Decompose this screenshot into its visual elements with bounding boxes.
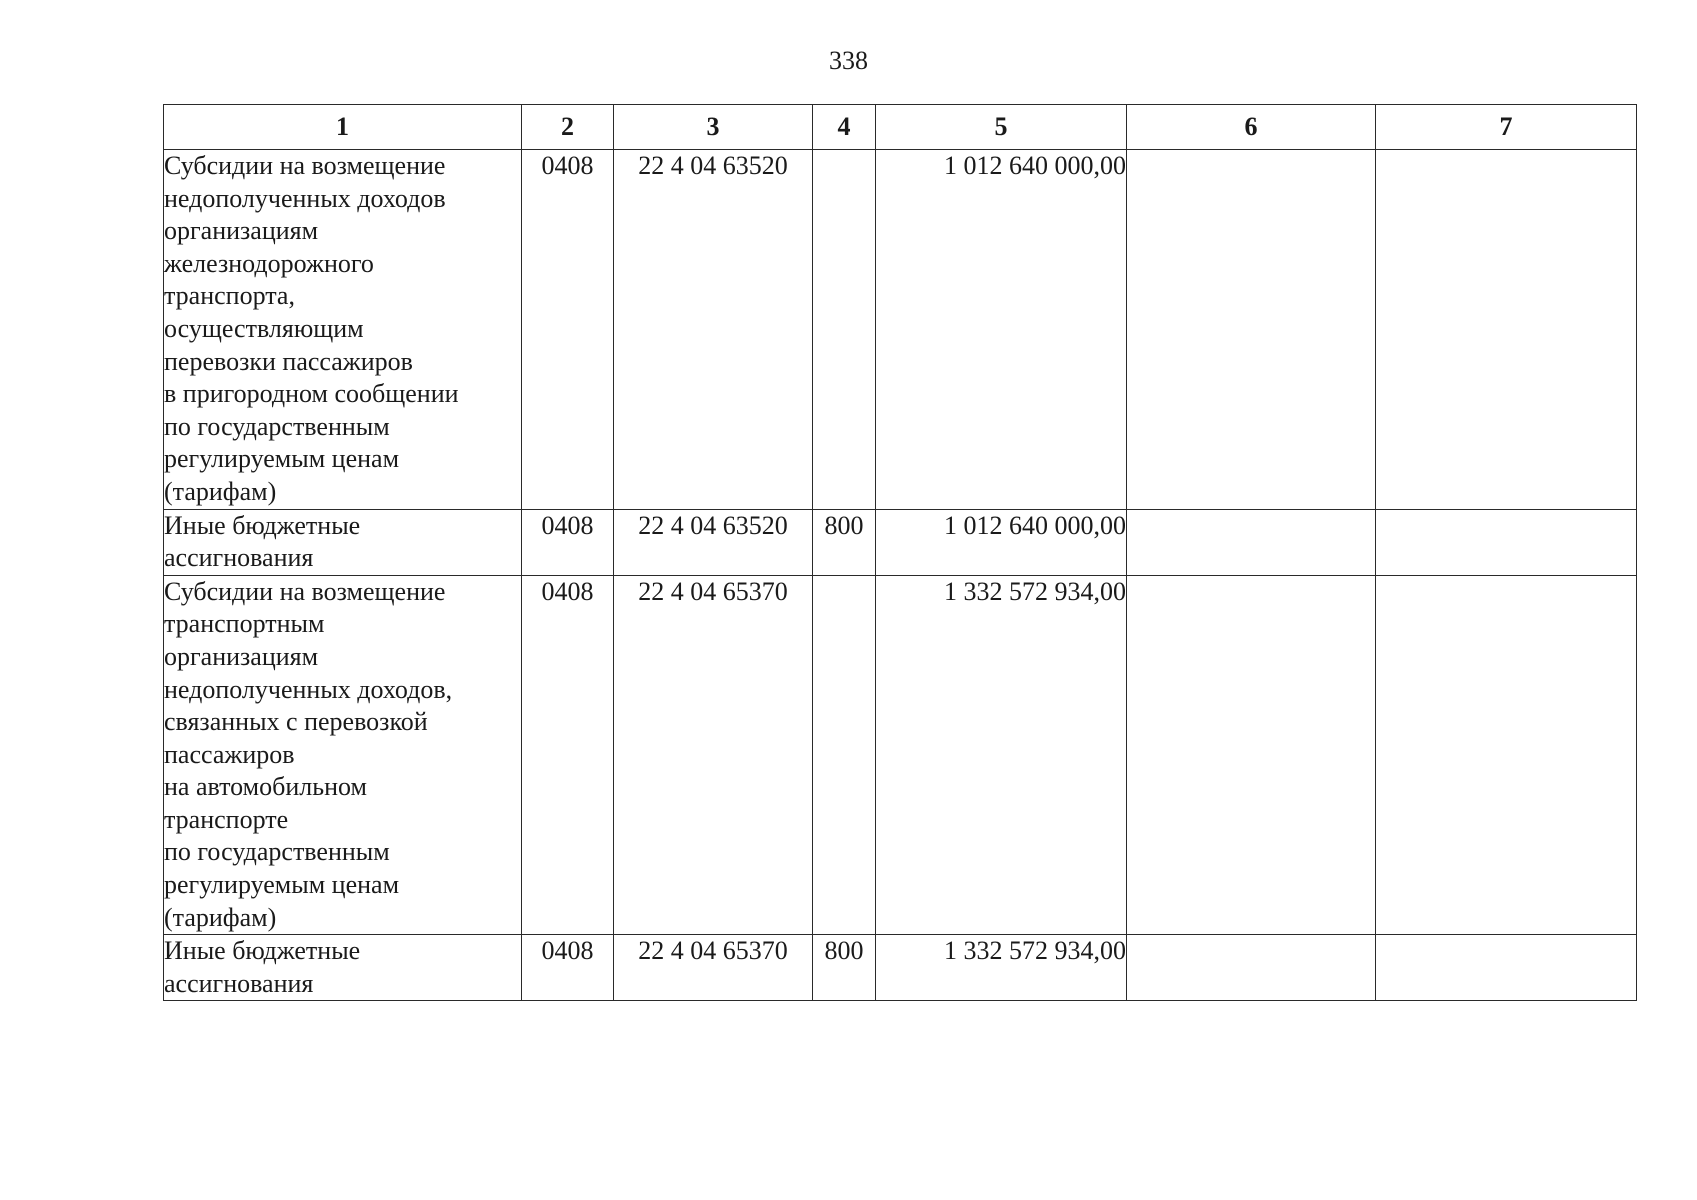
target-article-cell: 22 4 04 65370	[614, 575, 813, 935]
amount-cell: 1 332 572 934,00	[876, 935, 1127, 1001]
column-7-cell	[1376, 575, 1637, 935]
row-name-cell	[164, 509, 522, 575]
expense-type-cell	[813, 575, 876, 935]
header-row	[164, 105, 1637, 150]
expense-type-cell: 800	[813, 509, 876, 575]
row-name-line: ассигнования	[164, 543, 314, 573]
table-row	[164, 150, 1637, 510]
budget-table	[163, 104, 1637, 1001]
column-header-1: 1	[164, 105, 522, 150]
row-name-line: Иные бюджетные	[164, 936, 361, 966]
row-name-line: транспорте	[164, 804, 289, 834]
row-name-line: транспорта,	[164, 281, 295, 311]
table-row	[164, 575, 1637, 935]
amount-cell: 1 012 640 000,00	[876, 150, 1127, 510]
table-row	[164, 935, 1637, 1001]
column-6-cell	[1127, 575, 1376, 935]
page-number: 338	[829, 46, 868, 75]
row-name-line: (тарифам)	[164, 476, 277, 506]
row-name-cell	[164, 935, 522, 1001]
target-article-cell: 22 4 04 65370	[614, 935, 813, 1001]
section-code-cell: 0408	[522, 935, 614, 1001]
row-name-line: ассигнования	[164, 968, 314, 998]
row-name-cell	[164, 150, 522, 510]
row-name-line: связанных с перевозкой	[164, 707, 428, 737]
column-7-cell	[1376, 150, 1637, 510]
row-name-line: недополученных доходов	[164, 183, 446, 213]
row-name-line: в пригородном сообщении	[164, 379, 459, 409]
row-name-line: Субсидии на возмещение	[164, 151, 446, 180]
column-7-cell	[1376, 509, 1637, 575]
row-name-line: по государственным	[164, 837, 390, 867]
row-name-line: транспортным	[164, 609, 325, 639]
row-name-line: Иные бюджетные	[164, 510, 361, 540]
section-code-cell: 0408	[522, 575, 614, 935]
amount-cell: 1 012 640 000,00	[876, 509, 1127, 575]
row-name-line: (тарифам)	[164, 902, 277, 932]
amount-cell: 1 332 572 934,00	[876, 575, 1127, 935]
column-header-5: 5	[876, 105, 1127, 150]
column-header-3: 3	[614, 105, 813, 150]
row-name-line: организациям	[164, 216, 319, 246]
row-name-line: осуществляющим	[164, 313, 364, 343]
section-code-cell: 0408	[522, 509, 614, 575]
column-6-cell	[1127, 150, 1376, 510]
row-name-line: пассажиров	[164, 739, 295, 769]
column-6-cell	[1127, 935, 1376, 1001]
row-name-line: недополученных доходов,	[164, 674, 453, 704]
table-row	[164, 509, 1637, 575]
expense-type-cell	[813, 150, 876, 510]
row-name-line: на автомобильном	[164, 772, 367, 802]
target-article-cell: 22 4 04 63520	[614, 509, 813, 575]
row-name-line: по государственным	[164, 411, 390, 441]
row-name-line: организациям	[164, 641, 319, 671]
row-name-line: железнодорожного	[164, 248, 374, 278]
column-header-4: 4	[813, 105, 876, 150]
row-name-cell	[164, 575, 522, 935]
row-name-line: Субсидии на возмещение	[164, 576, 446, 606]
column-header-6: 6	[1127, 105, 1376, 150]
column-7-cell	[1376, 935, 1637, 1001]
row-name-line: перевозки пассажиров	[164, 346, 413, 376]
row-name-line: регулируемым ценам	[164, 870, 400, 900]
row-name-line: регулируемым ценам	[164, 444, 400, 474]
section-code-cell: 0408	[522, 150, 614, 510]
column-6-cell	[1127, 509, 1376, 575]
column-header-7: 7	[1376, 105, 1637, 150]
expense-type-cell: 800	[813, 935, 876, 1001]
target-article-cell: 22 4 04 63520	[614, 150, 813, 510]
column-header-2: 2	[522, 105, 614, 150]
